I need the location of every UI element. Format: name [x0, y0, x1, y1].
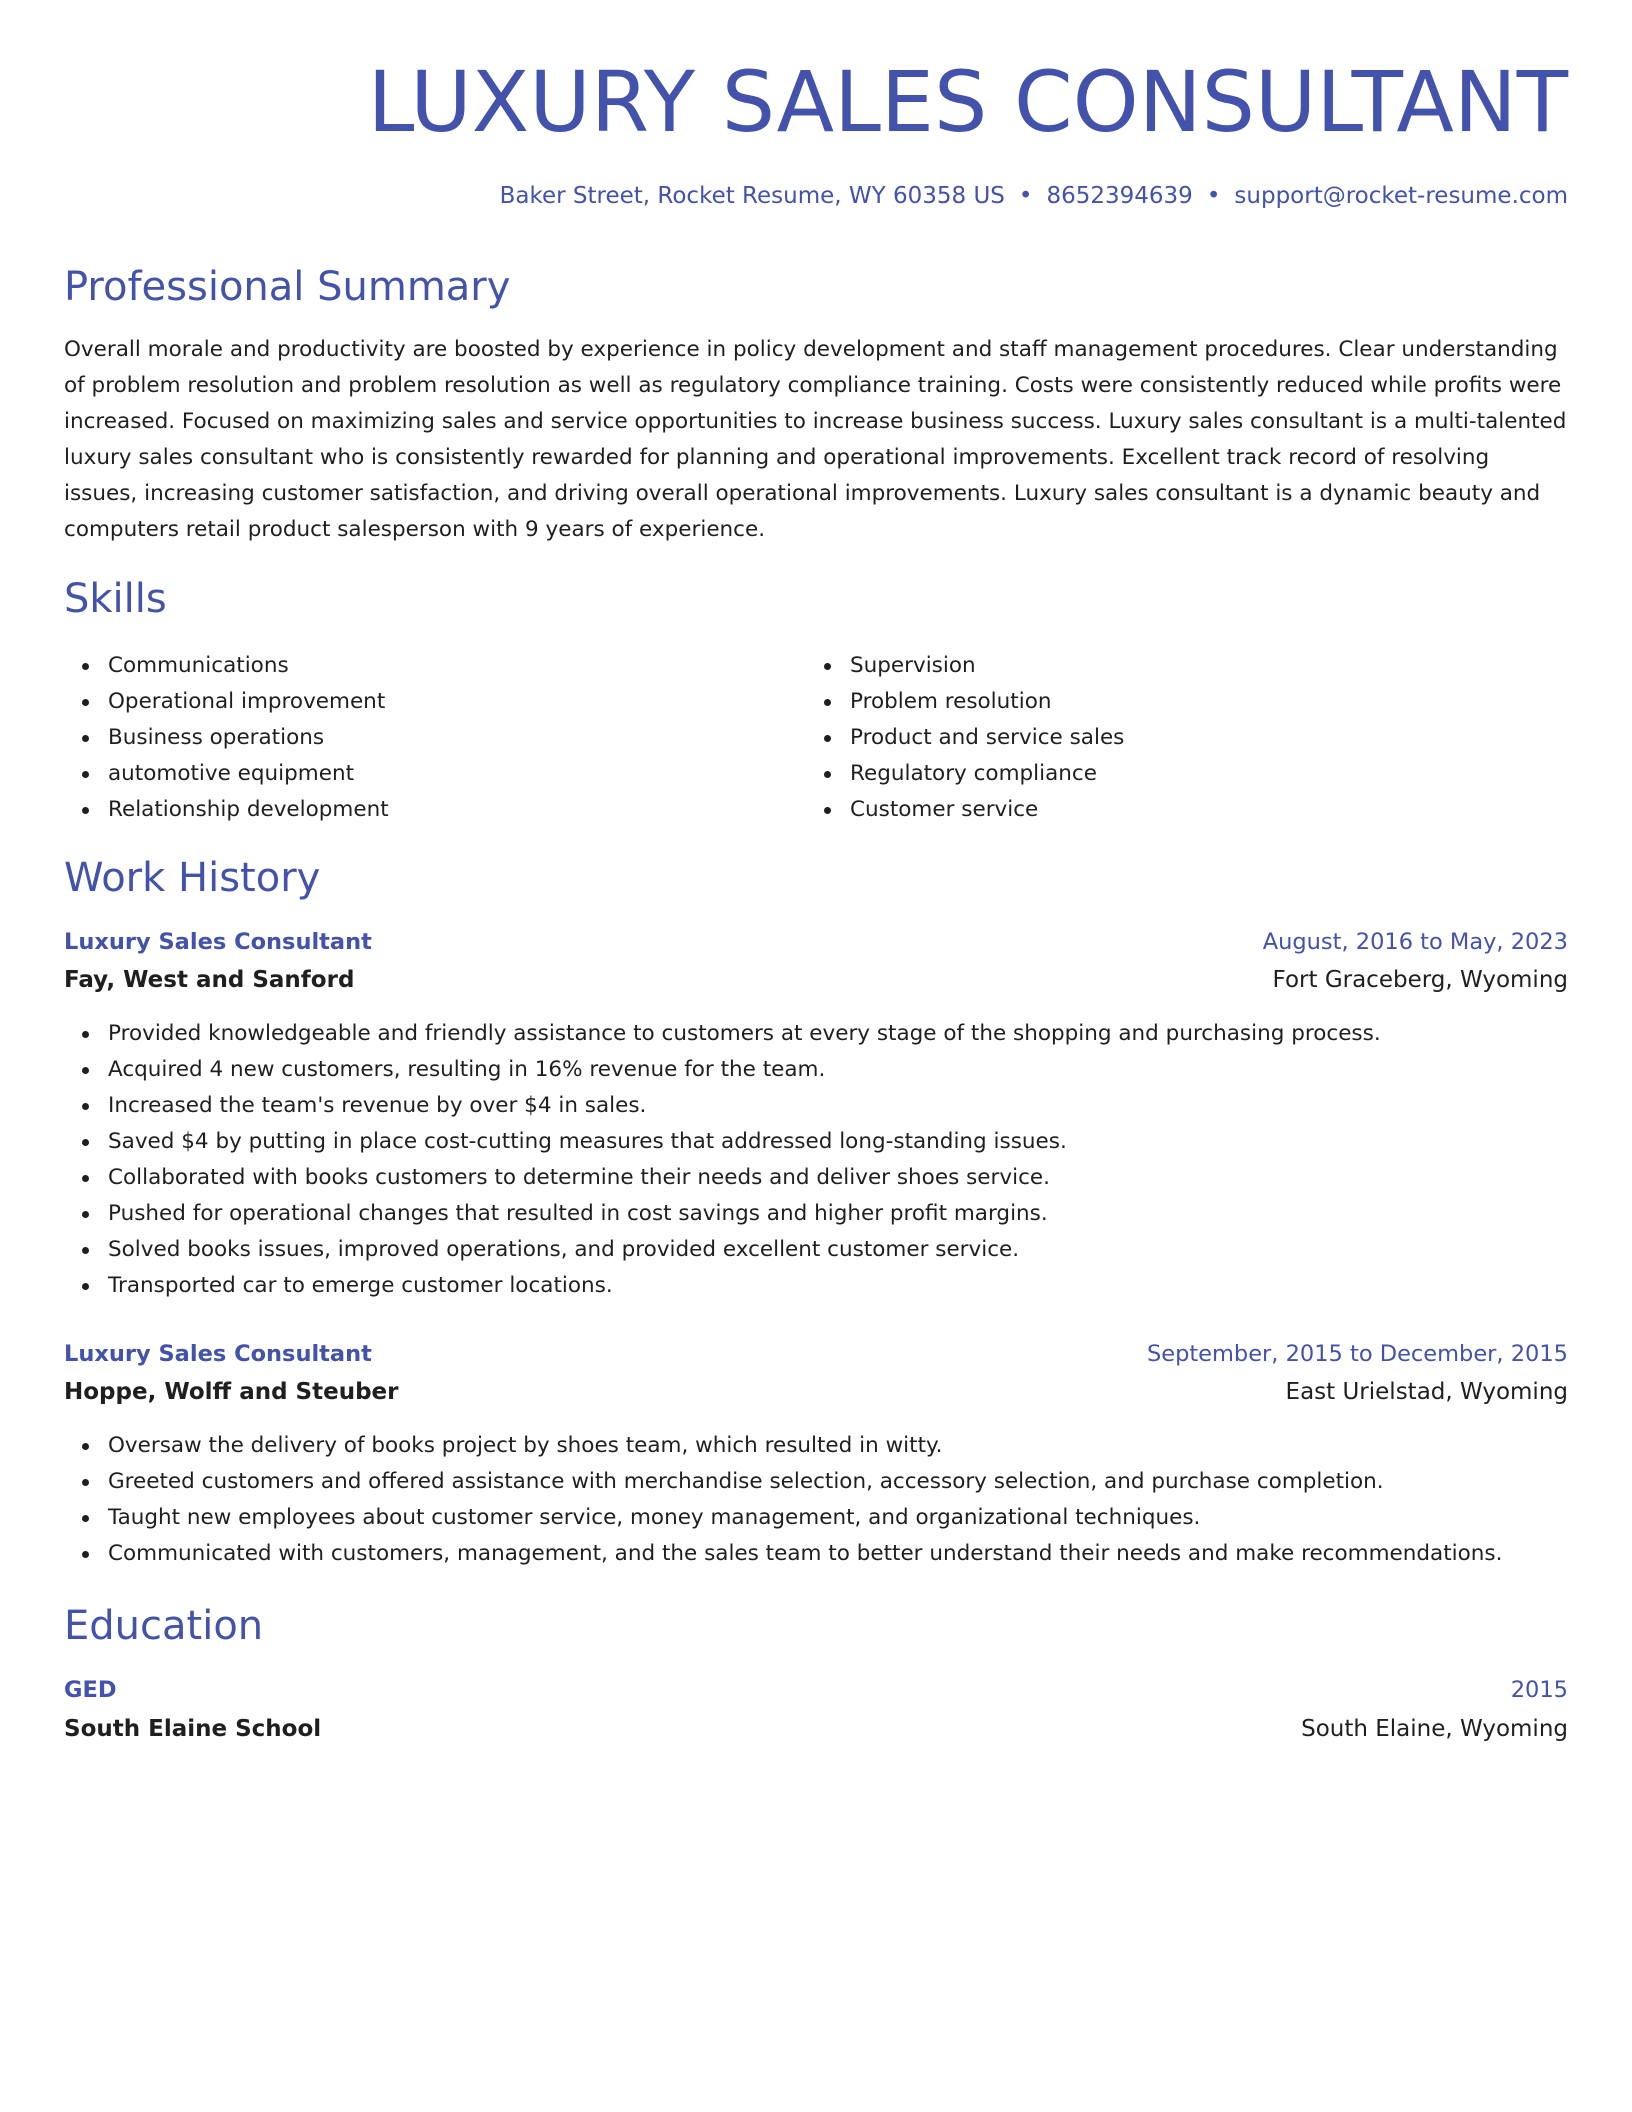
job-bullet: Increased the team's revenue by over $4 in sales. [108, 1088, 1568, 1124]
section-heading-education: Education [64, 1603, 264, 1649]
skill-item: Communications [108, 648, 806, 684]
job-bullet: Pushed for operational changes that resulted in cost savings and higher profit margins. [108, 1196, 1568, 1232]
job-bullet: Taught new employees about customer service, money management, and organizational techniques. [108, 1500, 1568, 1536]
skill-item: Regulatory compliance [850, 756, 1548, 792]
job-bullet: Oversaw the delivery of books project by shoes team, which resulted in witty. [108, 1428, 1568, 1464]
skill-item: automotive equipment [108, 756, 806, 792]
skill-item: Supervision [850, 648, 1548, 684]
skills-list [64, 648, 1568, 828]
section-heading-work: Work History [64, 855, 321, 901]
contact-address: Baker Street, Rocket Resume, WY 60358 US [499, 183, 1005, 209]
contact-separator: • [1206, 183, 1221, 209]
contact-separator: • [1018, 183, 1033, 209]
contact-line [500, 180, 1568, 212]
education-subheader [64, 1711, 1568, 1747]
job-header [64, 924, 1568, 960]
job-subheader [64, 1374, 1568, 1410]
resume-title: LUXURY SALES CONSULTANT [367, 53, 1568, 151]
job-bullets [64, 1428, 1568, 1572]
education-header [64, 1672, 1568, 1708]
contact-email: support@rocket-resume.com [1234, 183, 1568, 209]
skill-item: Business operations [108, 720, 806, 756]
job-bullet: Acquired 4 new customers, resulting in 16% revenue for the team. [108, 1052, 1568, 1088]
job-role: Luxury Sales Consultant [64, 929, 372, 955]
education-year: 2015 [1510, 1677, 1568, 1703]
job-header [64, 1336, 1568, 1372]
contact-phone: 8652394639 [1046, 183, 1193, 209]
job-company: Fay, West and Sanford [64, 967, 355, 993]
job-role: Luxury Sales Consultant [64, 1341, 372, 1367]
job-dates: August, 2016 to May, 2023 [1262, 929, 1568, 955]
job-location: Fort Graceberg, Wyoming [1272, 967, 1568, 993]
job-company: Hoppe, Wolff and Steuber [64, 1379, 399, 1405]
job-location: East Urielstad, Wyoming [1285, 1379, 1568, 1405]
job-dates: September, 2015 to December, 2015 [1146, 1341, 1568, 1367]
section-heading-skills: Skills [64, 576, 167, 622]
education-degree: GED [64, 1677, 117, 1703]
job-bullet: Greeted customers and offered assistance with merchandise selection, accessory selection, and purchase completion. [108, 1464, 1568, 1500]
education-school: South Elaine School [64, 1716, 322, 1742]
summary-text: Overall morale and productivity are boosted by experience in policy development and staff management procedures. Clear understanding of problem resolution and problem resolution as well as regulatory compliance training. Costs were consistently reduced while profits were increased. Focused on maximizing sales and service opportunities to increase business success. Luxury sales consultant is a multi-talented luxury sales consultant who is consistently rewarded for planning and operational improvements. Excellent track record of resolving issues, increasing customer satisfaction, and driving overall operational improvements. Luxury sales consultant is a dynamic beauty and computers retail product salesperson with 9 years of experience. [64, 337, 1567, 542]
skill-item: Customer service [850, 792, 1548, 828]
job-bullet: Transported car to emerge customer locations. [108, 1268, 1568, 1304]
job-bullet: Saved $4 by putting in place cost-cutting measures that addressed long-standing issues. [108, 1124, 1568, 1160]
skill-item: Operational improvement [108, 684, 806, 720]
job-subheader [64, 962, 1568, 998]
job-bullet: Collaborated with books customers to determine their needs and deliver shoes service. [108, 1160, 1568, 1196]
skills-column-left [64, 648, 806, 828]
job-bullet: Communicated with customers, management, and the sales team to better understand their needs and make recommendations. [108, 1536, 1568, 1572]
skill-item: Problem resolution [850, 684, 1548, 720]
education-location: South Elaine, Wyoming [1301, 1716, 1568, 1742]
job-bullet: Solved books issues, improved operations, and provided excellent customer service. [108, 1232, 1568, 1268]
skills-column-right [806, 648, 1548, 828]
skill-item: Product and service sales [850, 720, 1548, 756]
job-bullet: Provided knowledgeable and friendly assistance to customers at every stage of the shopping and purchasing process. [108, 1016, 1568, 1052]
skill-item: Relationship development [108, 792, 806, 828]
section-heading-summary: Professional Summary [64, 264, 511, 310]
job-bullets [64, 1016, 1568, 1304]
